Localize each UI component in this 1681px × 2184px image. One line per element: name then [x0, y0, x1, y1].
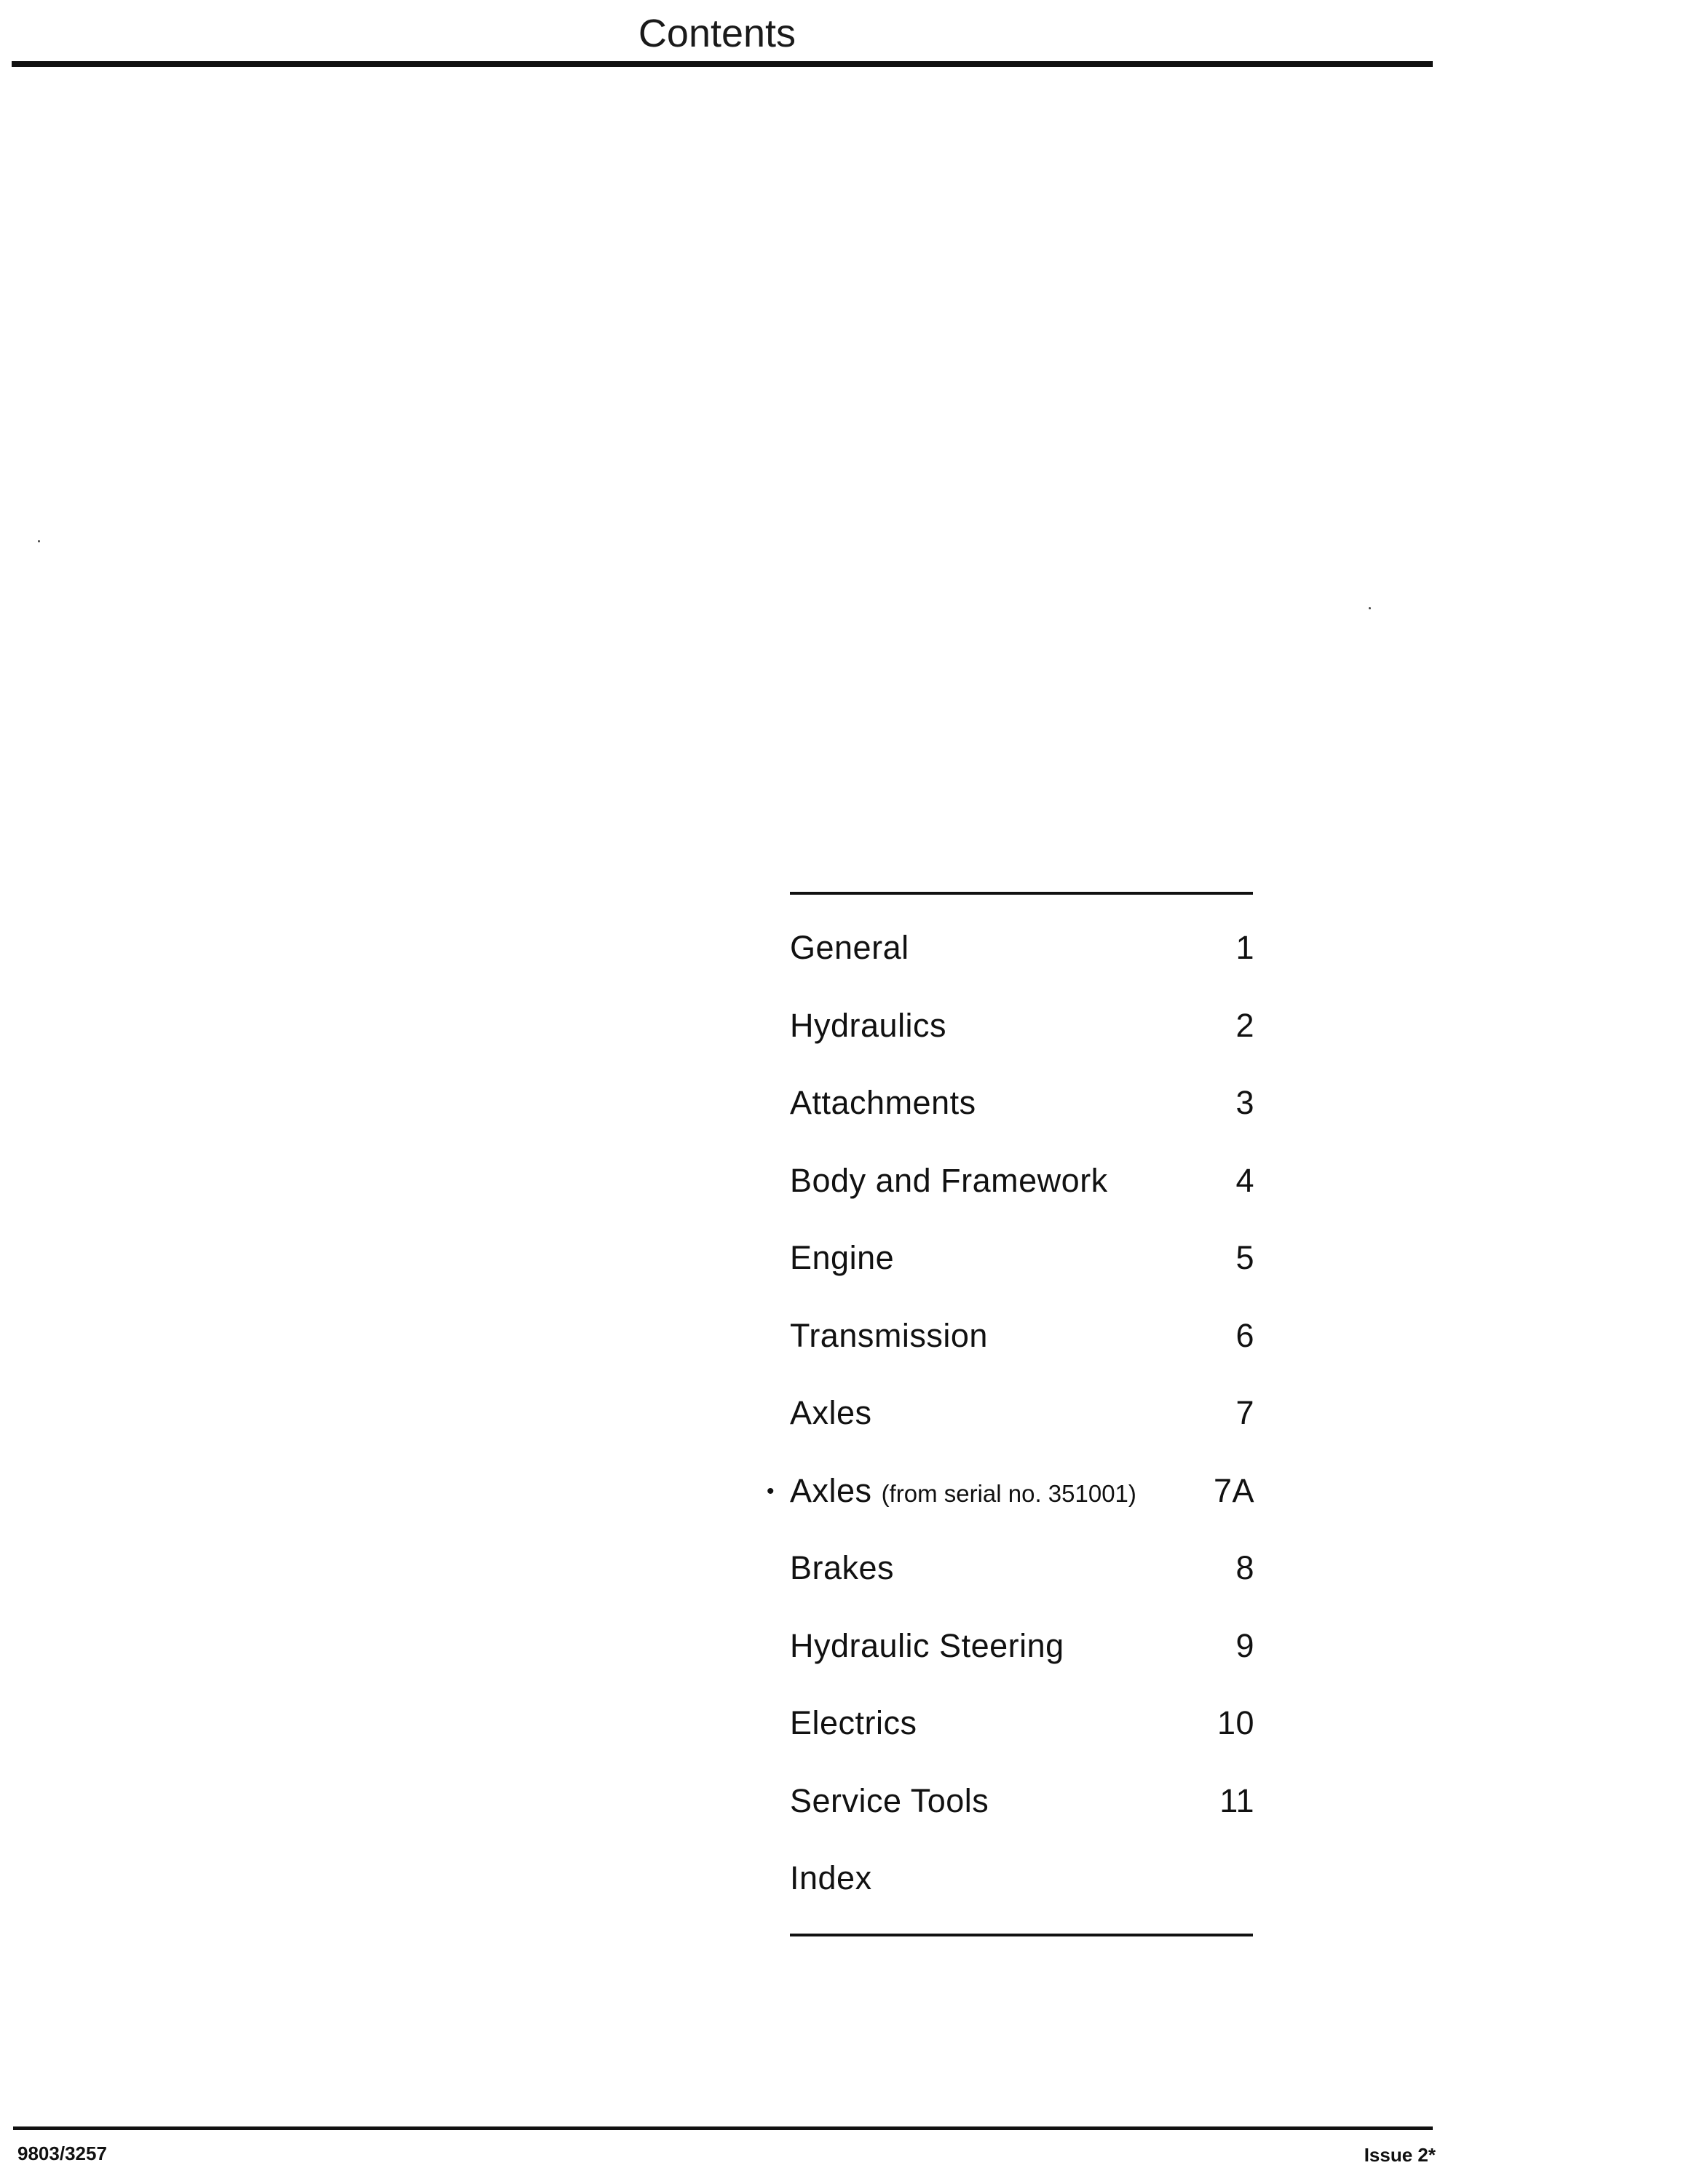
toc-entry-section-number: 9	[1235, 1626, 1254, 1664]
toc-entry-label: Index	[790, 1859, 872, 1897]
toc-entry-section-number: 8	[1235, 1549, 1254, 1587]
toc-entry-axles-from-serial[interactable]	[767, 1452, 1254, 1530]
toc-entry-label: Engine	[790, 1239, 895, 1277]
toc-entry-label: Service Tools	[790, 1781, 989, 1819]
header-rule	[12, 61, 1433, 67]
toc-entry-section-number: 3	[1235, 1084, 1254, 1122]
toc-bottom-rule	[790, 1934, 1253, 1936]
toc-entry-section-number: 4	[1235, 1161, 1254, 1199]
toc-entry-label: Electrics	[790, 1704, 917, 1742]
toc-entry-brakes[interactable]	[790, 1530, 1254, 1607]
toc-entry-label: Axles	[790, 1394, 872, 1432]
toc-entry-label: Transmission	[790, 1316, 988, 1354]
toc-entry-electrics[interactable]	[790, 1685, 1254, 1762]
toc-entry-service-tools[interactable]	[790, 1762, 1254, 1840]
footer-rule	[13, 2126, 1433, 2130]
scan-speck	[1369, 607, 1371, 609]
toc-entry-label	[790, 1472, 1136, 1510]
toc-entry-label: Hydraulics	[790, 1006, 947, 1044]
scan-speck	[38, 540, 40, 542]
toc-entry-label-text: Axles	[790, 1471, 872, 1509]
toc-entry-section-number: 2	[1235, 1006, 1254, 1044]
toc-entry-section-number: 10	[1217, 1704, 1254, 1742]
toc-entry-section-number: 7A	[1213, 1471, 1254, 1509]
toc-entry-label: Hydraulic Steering	[790, 1626, 1064, 1664]
issue-label: Issue 2*	[1364, 2144, 1436, 2166]
document-number: 9803/3257	[17, 2143, 107, 2164]
toc-entry-index[interactable]	[790, 1840, 1254, 1918]
toc-entry-axles[interactable]	[790, 1374, 1254, 1452]
toc-entry-section-number: 11	[1219, 1781, 1254, 1819]
page-title: Contents	[638, 12, 796, 55]
toc-entry-section-number: 7	[1235, 1394, 1254, 1432]
toc-entry-general[interactable]	[790, 909, 1254, 987]
toc-entry-note: (from serial no. 351001)	[881, 1479, 1136, 1507]
toc-entry-transmission[interactable]	[790, 1297, 1254, 1375]
toc-entry-section-number: 5	[1235, 1239, 1254, 1277]
toc-entry-body-and-framework[interactable]	[790, 1142, 1254, 1220]
toc-entry-label: Body and Framework	[790, 1161, 1108, 1199]
toc-entry-attachments[interactable]	[790, 1064, 1254, 1142]
toc-entry-section-number: 6	[1235, 1316, 1254, 1354]
toc-entry-label: Attachments	[790, 1084, 976, 1122]
toc-entry-section-number: 1	[1235, 929, 1254, 967]
toc-entry-label: General	[790, 929, 909, 967]
toc-entry-hydraulic-steering[interactable]	[790, 1607, 1254, 1685]
toc-entry-hydraulics[interactable]	[790, 987, 1254, 1065]
change-marker: •	[767, 1479, 775, 1503]
toc-entry-label: Brakes	[790, 1549, 895, 1587]
table-of-contents	[767, 892, 1254, 1936]
toc-entry-engine[interactable]	[790, 1219, 1254, 1297]
toc-list	[767, 895, 1254, 1934]
